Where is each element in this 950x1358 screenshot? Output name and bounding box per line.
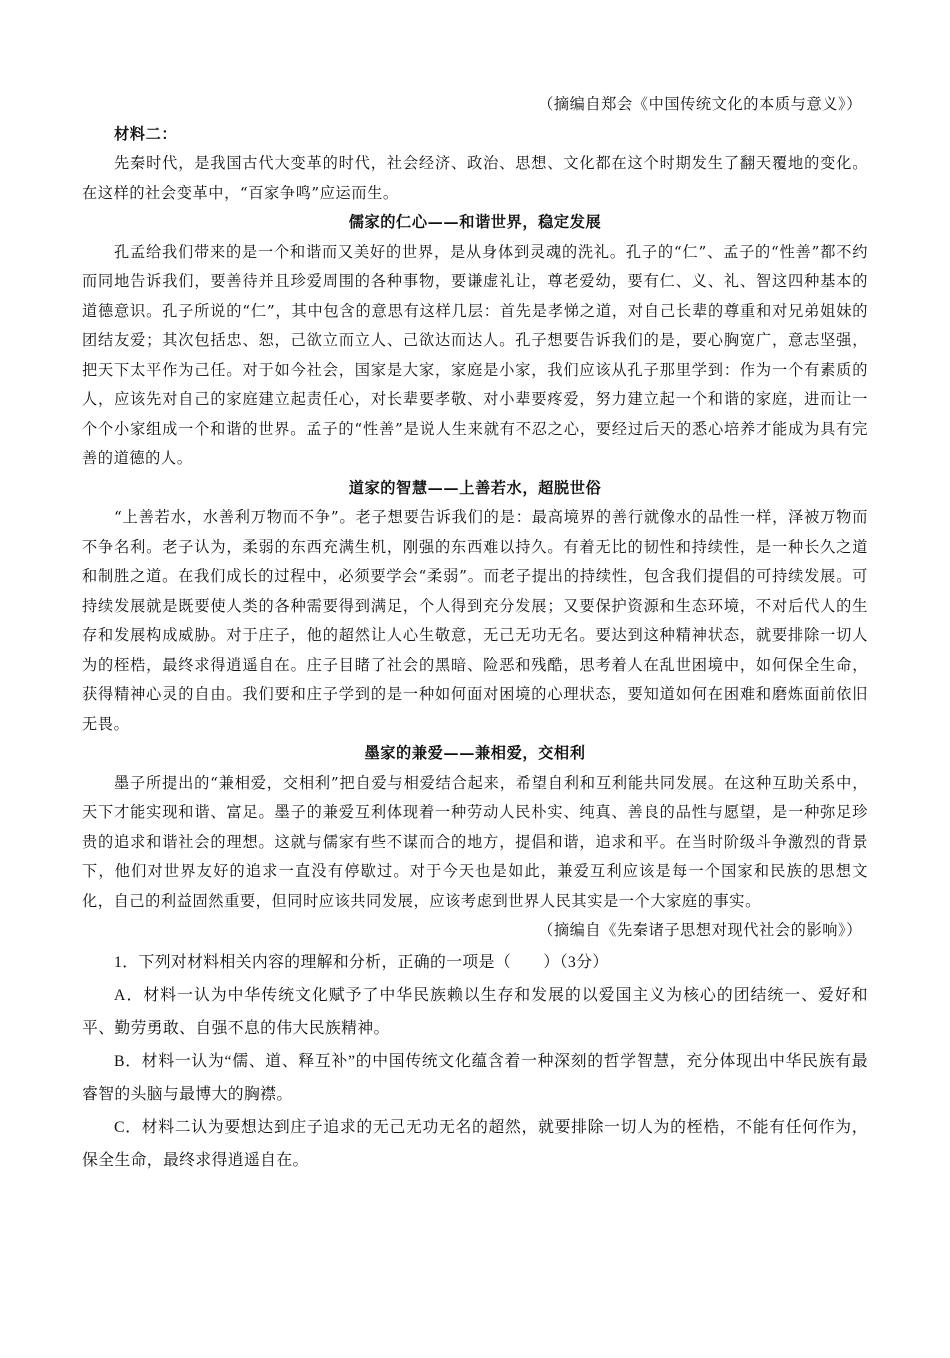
material-2-label: 材料二： [114,124,178,143]
option-b: B．材料一认为“儒、道、释互补”的中国传统文化蕴含着一种深刻的哲学智慧，充分体现出中华民族有最睿智的头脑与最博大的胸襟。 [82,1052,868,1103]
source-citation-1: （摘编自郑会《中国传统文化的本质与意义》） [538,95,862,113]
section-body-mohist: 墨子所提出的“兼相爱，交相利”把自爱与相爱结合起来，希望自利和互利能共同发展。在这种互助关系中，天下才能实现和谐、富足。墨子的兼爱互利体现着一种劳动人民朴实、纯真、善良的品性与愿望，是一种弥足珍贵的追求和谐社会的理想。这就与儒家有些不谋而合的地方，提倡和谐，追求和平。在当时阶级斗争激烈的背景下，他们对世界友好的追求一直没有停歇过。对于今天也是如此，兼爱互利应该是每一个国家和民族的思想文化，自己的利益固然重要，但同时应该共同发展，应该考虑到世界人民其实是一个大家庭的事实。 [82,773,868,910]
source-citation-2: （摘编自《先秦诸子思想对现代社会的影响》） [538,921,862,939]
section-heading-confucian: 儒家的仁心——和谐世界，稳定发展 [348,213,602,231]
section-body-confucian: 孔孟给我们带来的是一个和谐而又美好的世界，是从身体到灵魂的洗礼。孔子的“仁”、孟子的“性善”都不约而同地告诉我们，要善待并且珍爱周围的各种事物，要谦虚礼让，尊老爱幼，要有仁、义、礼、智这四种基本的道德意识。孔子所说的“仁”，其中包含的意思有这样几层：首先是孝悌之道，对自己长辈的尊重和对兄弟姐妹的团结友爱；其次包括忠、恕，己欲立而立人、己欲达而达人。孔子想要告诉我们的是，要心胸宽广，意志坚强，把天下太平作为己任。对于如今社会，国家是大家，家庭是小家，我们应该从孔子那里学到：作为一个有素质的人，应该先对自己的家庭建立起责任心，对长辈要孝敬、对小辈要疼爱，努力建立起一个和谐的家庭，进而让一个个小家组成一个和谐的世界。孟子的“性善”是说人生来就有不忍之心，要经过后天的悉心培养才能成为具有完善的道德的人。 [82,242,868,467]
option-c: C．材料二认为要想达到庄子追求的无己无功无名的超然，就要排除一切人为的桎梏，不能有任何作为，保全生命，最终求得逍遥自在。 [82,1118,868,1169]
intro-paragraph: 先秦时代，是我国古代大变革的时代，社会经济、政治、思想、文化都在这个时期发生了翻天覆地的变化。在这样的社会变革中，“百家争鸣”应运而生。 [82,154,868,202]
section-heading-taoist: 道家的智慧——上善若水，超脱世俗 [348,478,602,497]
document-page [82,90,868,1177]
option-a: A．材料一认为中华传统文化赋予了中华民族赖以生存和发展的以爱国主义为核心的团结统一、爱好和平、勤劳勇敢、自强不息的伟大民族精神。 [82,986,868,1037]
section-heading-mohist: 墨家的兼爱——兼相爱，交相利 [364,744,586,762]
section-body-taoist: “上善若水，水善利万物而不争”。老子想要告诉我们的是：最高境界的善行就像水的品性一样，泽被万物而不争名利。老子认为，柔弱的东西充满生机，刚强的东西难以持久。有着无比的韧性和持续性，是一种长久之道和制胜之道。在我们成长的过程中，必须要学会“柔弱”。而老子提出的持续性，包含我们提倡的可持续发展。可持续发展就是既要使人类的各种需要得到满足，个人得到充分发展；又要保护资源和生态环境，不对后代人的生存和发展构成威胁。对于庄子，他的超然让人心生敬意，无己无功无名。要达到这种精神状态，就要排除一切人为的桎梏，最终求得逍遥自在。庄子目睹了社会的黑暗、险恶和残酷，思考着人在乱世困境中，如何保全生命，获得精神心灵的自由。我们要和庄子学到的是一种如何面对困境的心理状态，要知道如何在困难和磨炼面前依旧无畏。 [82,508,868,733]
question-stem: 1．下列对材料相关内容的理解和分析，正确的一项是（ ）（3分） [114,953,609,971]
